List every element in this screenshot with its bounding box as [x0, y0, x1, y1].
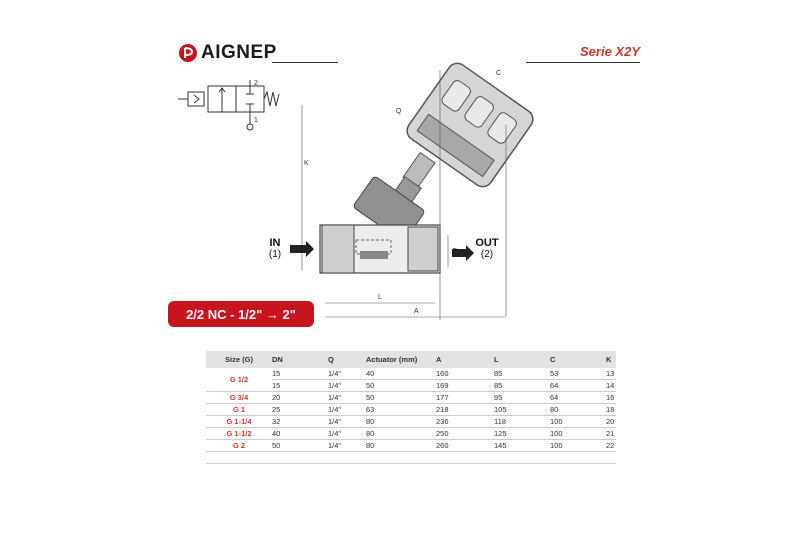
table-cell: 1/4": [328, 416, 366, 428]
dim-label-q: Q: [396, 108, 402, 115]
series-title: Serie X2Y: [580, 44, 640, 59]
dim-label-a: A: [414, 308, 419, 315]
table-cell: 236: [436, 416, 494, 428]
inlet-text: IN: [269, 237, 281, 249]
table-row: [206, 428, 616, 440]
table-cell: 80: [550, 404, 606, 416]
table-cell: 18: [606, 405, 615, 414]
table-cell: 177: [436, 392, 494, 404]
table-cell: 25: [272, 404, 328, 416]
table-cell: 1/4": [328, 368, 366, 380]
size-cell: G 3/4: [206, 392, 272, 404]
table-cell: 100: [550, 416, 606, 428]
outlet-label: [474, 238, 500, 260]
table-cell: 50: [366, 380, 436, 392]
table-cell: 1/4": [328, 404, 366, 416]
table-cell: [550, 452, 606, 464]
col-header-k: K: [606, 351, 616, 368]
table-cell: [606, 452, 616, 464]
table-cell: 1/4": [328, 440, 366, 452]
table-cell: 53: [550, 368, 606, 380]
col-header-dn: DN: [272, 351, 328, 368]
table-cell: 50: [272, 440, 328, 452]
table-cell: 64: [550, 392, 606, 404]
table-cell: 218: [436, 404, 494, 416]
table-cell: 80: [366, 416, 436, 428]
table-cell: 169: [436, 380, 494, 392]
table-cell: 85: [494, 380, 550, 392]
table-cell: [366, 452, 436, 464]
outlet-text: OUT: [475, 237, 499, 249]
brand-name: AIGNEP: [201, 42, 277, 63]
table-cell: 32: [272, 416, 328, 428]
col-header-actuator: Actuator (mm): [366, 351, 436, 368]
table-cell: 22: [606, 441, 615, 450]
table-cell: 145: [494, 440, 550, 452]
table-cell: 15: [272, 368, 328, 380]
table-row: [206, 404, 616, 416]
table-cell: 21: [606, 429, 615, 438]
symbol-port-bottom: 1: [254, 117, 258, 124]
table-cell: 1/4": [328, 392, 366, 404]
table-cell: 100: [550, 440, 606, 452]
table-cell: 40: [366, 368, 436, 380]
table-cell: 1/4": [328, 380, 366, 392]
dim-label-c: C: [496, 70, 502, 77]
table-cell: 13: [606, 369, 615, 378]
table-cell: 125: [494, 428, 550, 440]
outlet-port: (2): [480, 249, 494, 260]
table-cell: 80: [366, 440, 436, 452]
table-cell: 50: [366, 392, 436, 404]
spec-table: [206, 351, 616, 464]
table-row: [206, 452, 616, 464]
table-row: [206, 368, 616, 380]
size-cell: G 1-1/4: [206, 416, 272, 428]
symbol-port-top: 2: [254, 80, 258, 87]
table-row: [206, 392, 616, 404]
size-cell: G 1: [206, 404, 272, 416]
table-cell: 16: [606, 393, 615, 402]
table-cell: 20: [606, 417, 615, 426]
table-cell: 95: [494, 392, 550, 404]
table-cell: [436, 452, 494, 464]
table-cell: 118: [494, 416, 550, 428]
table-cell: 105: [494, 404, 550, 416]
aignep-logo-icon: [178, 43, 198, 63]
dim-label-l: L: [378, 294, 382, 301]
table-cell: 15: [272, 380, 328, 392]
table-cell: 80: [366, 428, 436, 440]
col-header-q: Q: [328, 351, 366, 368]
table-row: [206, 440, 616, 452]
table-cell: 85: [494, 368, 550, 380]
table-cell: [272, 452, 328, 464]
table-cell: 1/4": [328, 428, 366, 440]
inlet-label: [264, 238, 286, 260]
col-header-a: A: [436, 351, 494, 368]
model-banner: 2/2 NC - 1/2" → 2": [168, 301, 314, 327]
size-cell: G 1/2: [206, 368, 272, 392]
size-cell: G 1-1/2: [206, 428, 272, 440]
table-cell: 100: [550, 428, 606, 440]
table-cell: 40: [272, 428, 328, 440]
table-cell: 63: [366, 404, 436, 416]
table-cell: 160: [436, 368, 494, 380]
table-cell: 20: [272, 392, 328, 404]
size-cell: G 2: [206, 440, 272, 452]
col-header-l: L: [494, 351, 550, 368]
valve-technical-drawing: [240, 55, 550, 320]
table-cell: 14: [606, 381, 615, 390]
table-cell: [494, 452, 550, 464]
table-cell: 64: [550, 380, 606, 392]
dim-label-k: K: [304, 160, 309, 167]
table-row: [206, 416, 616, 428]
col-header-size: Size (G): [206, 351, 272, 368]
inlet-port: (1): [268, 249, 282, 260]
table-cell: [328, 452, 366, 464]
size-cell: [206, 452, 272, 464]
table-cell: 260: [436, 440, 494, 452]
table-header-row: [206, 351, 616, 368]
table-cell: 250: [436, 428, 494, 440]
col-header-c: C: [550, 351, 606, 368]
